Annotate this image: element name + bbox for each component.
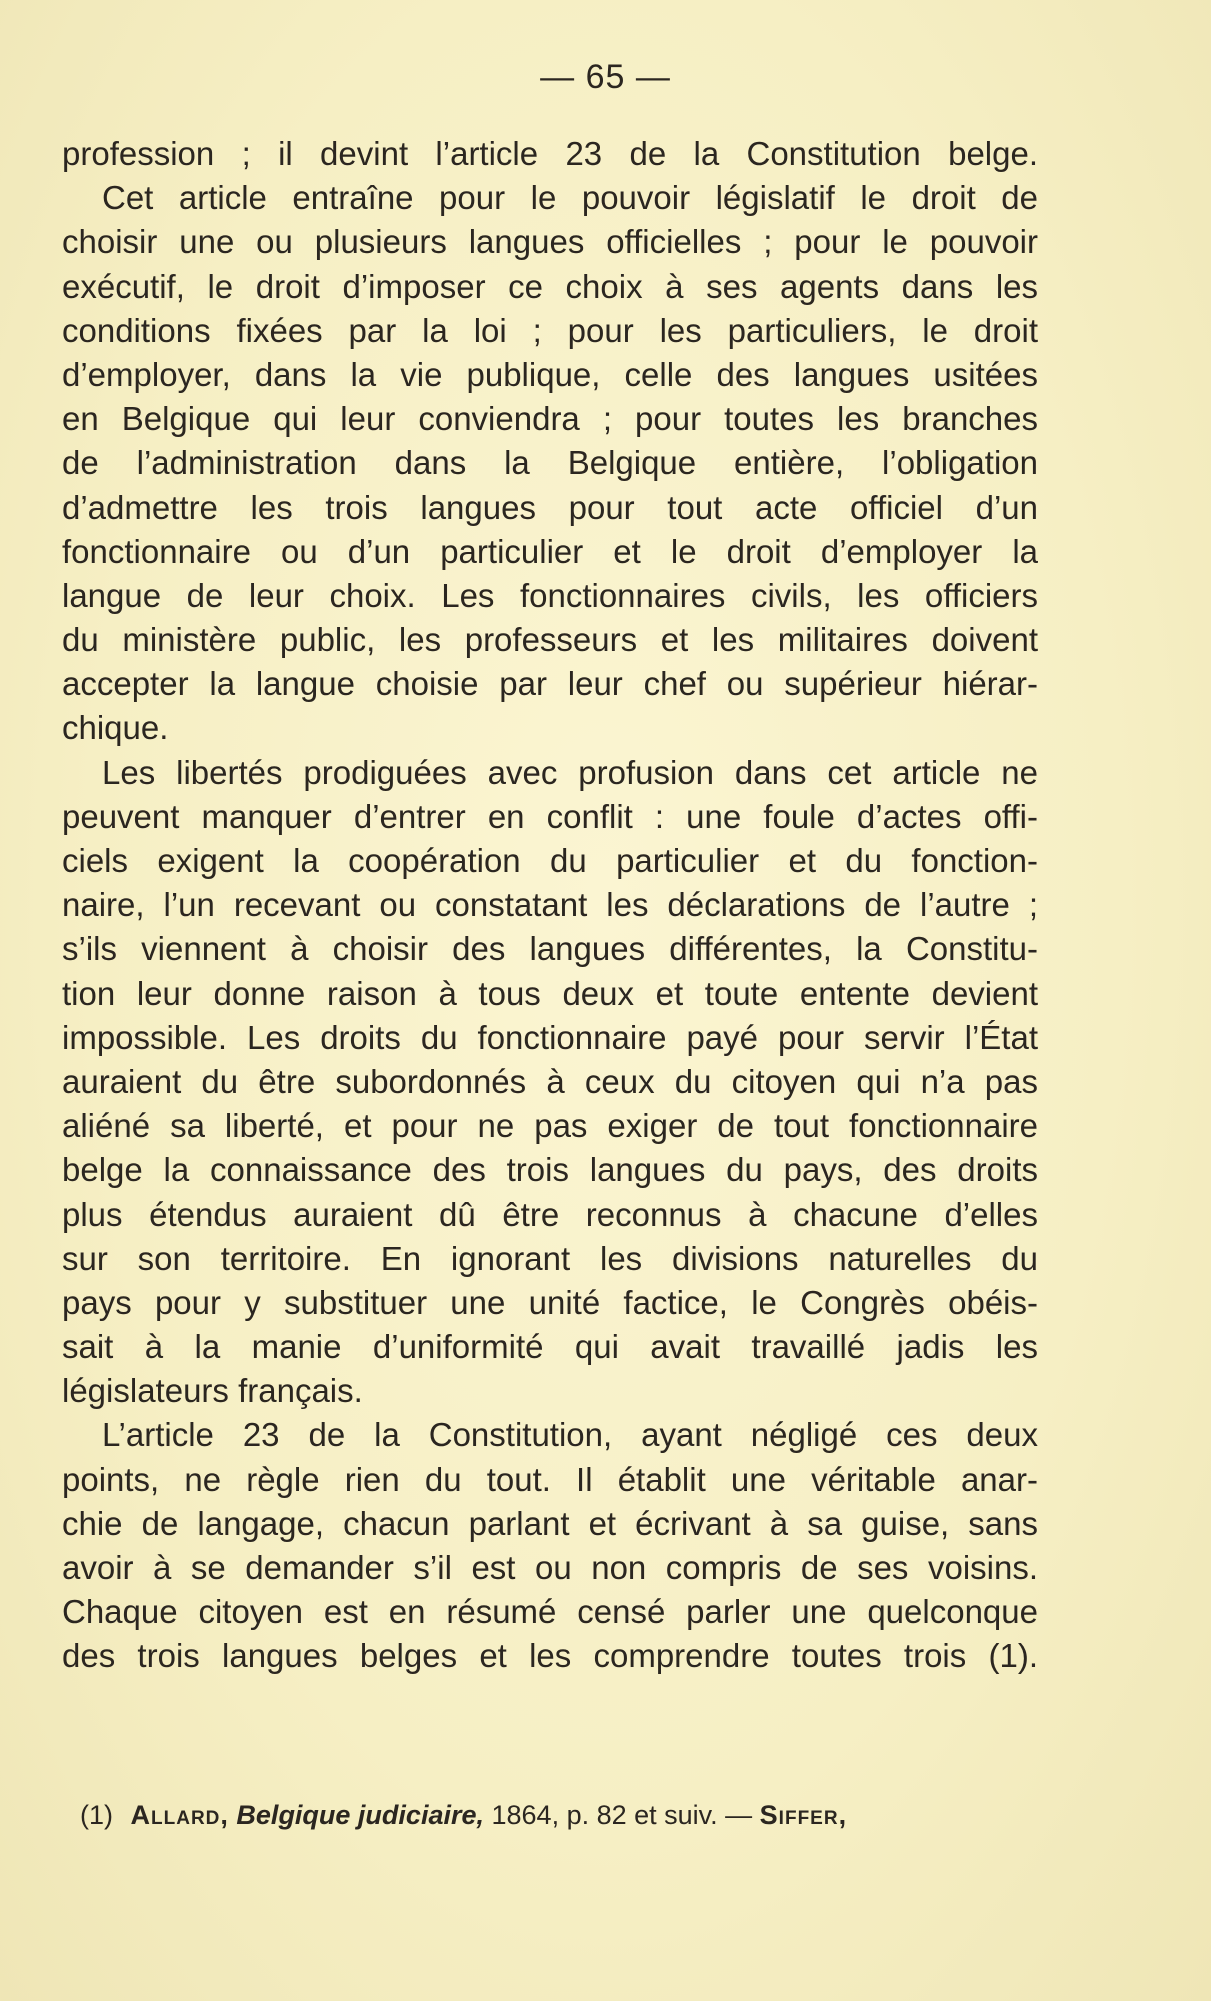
text-line: en Belgique qui leur conviendra ; pour toutes les branches xyxy=(62,400,1038,438)
text-line: auraient du être subordonnés à ceux du citoyen qui n’a pas xyxy=(62,1062,1038,1100)
footnote-author-2: Siffer, xyxy=(759,1800,848,1830)
text-line: exécutif, le droit d’imposer ce choix à ses agents dans les xyxy=(62,267,1038,305)
text-line: L’article 23 de la Constitution, ayant négligé ces deux xyxy=(102,1416,1038,1454)
text-line: choisir une ou plusieurs langues officielles ; pour le pouvoir xyxy=(62,223,1038,261)
text-line: d’admettre les trois langues pour tout acte officiel d’un xyxy=(62,488,1038,526)
footnote-reference: 1864, p. 82 et suiv. — xyxy=(491,1800,753,1830)
text-line: fonctionnaire ou d’un particulier et le droit d’employer la xyxy=(62,532,1038,570)
text-line: chique. xyxy=(62,709,169,747)
footnote xyxy=(62,1797,1038,1833)
text-line: chie de langage, chacun parlant et écrivant à sa guise, sans xyxy=(62,1504,1038,1542)
text-line: ciels exigent la coopération du particulier et du fonction- xyxy=(62,842,1038,879)
text-line: conditions fixées par la loi ; pour les particuliers, le droit xyxy=(62,311,1038,349)
text-line: peuvent manquer d’entrer en conflit : une foule d’actes offi- xyxy=(62,797,1038,835)
footnote-work: Belgique judiciaire, xyxy=(236,1800,484,1830)
page-number: — 65 — xyxy=(540,58,671,96)
text-line: plus étendus auraient dû être reconnus à chacune d’elles xyxy=(62,1195,1038,1233)
text-line: Chaque citoyen est en résumé censé parler une quelconque xyxy=(62,1593,1038,1631)
text-line: langue de leur choix. Les fonctionnaires civils, les officiers xyxy=(62,576,1038,614)
text-line: sur son territoire. En ignorant les divisions naturelles du xyxy=(62,1239,1038,1277)
text-line: tion leur donne raison à tous deux et toute entente devient xyxy=(62,974,1038,1012)
text-line: d’employer, dans la vie publique, celle des langues usitées xyxy=(62,355,1038,393)
footnote-author: Allard, xyxy=(130,1800,229,1830)
text-line: des trois langues belges et les comprendre toutes trois (1). xyxy=(62,1637,1038,1675)
body-text xyxy=(62,132,1038,1679)
text-line: de l’administration dans la Belgique entière, l’obligation xyxy=(62,444,1038,482)
text-line: aliéné sa liberté, et pour ne pas exiger de tout fonctionnaire xyxy=(62,1107,1038,1145)
text-line: profession ; il devint l’article 23 de la Constitution belge. xyxy=(62,135,1038,172)
text-line: s’ils viennent à choisir des langues différentes, la Constitu- xyxy=(62,930,1038,968)
text-line: du ministère public, les professeurs et les militaires doivent xyxy=(62,621,1038,659)
text-line: avoir à se demander s’il est ou non compris de ses voisins. xyxy=(62,1549,1038,1586)
footnote-number: (1) xyxy=(80,1800,113,1830)
text-line: points, ne règle rien du tout. Il établit une véritable anar- xyxy=(62,1460,1038,1498)
text-line: Cet article entraîne pour le pouvoir législatif le droit de xyxy=(102,179,1038,217)
text-line: belge la connaissance des trois langues du pays, des droits xyxy=(62,1151,1038,1189)
text-line: accepter la langue choisie par leur chef ou supérieur hiérar- xyxy=(62,665,1038,703)
text-line: naire, l’un recevant ou constatant les déclarations de l’autre ; xyxy=(62,886,1038,924)
text-line: Les libertés prodiguées avec profusion dans cet article ne xyxy=(102,753,1038,791)
text-line: impossible. Les droits du fonctionnaire payé pour servir l’État xyxy=(62,1018,1038,1056)
text-line: pays pour y substituer une unité factice, le Congrès obéis- xyxy=(62,1283,1038,1321)
text-line: sait à la manie d’uniformité qui avait travaillé jadis les xyxy=(62,1328,1038,1366)
text-line: législateurs français. xyxy=(62,1372,363,1410)
